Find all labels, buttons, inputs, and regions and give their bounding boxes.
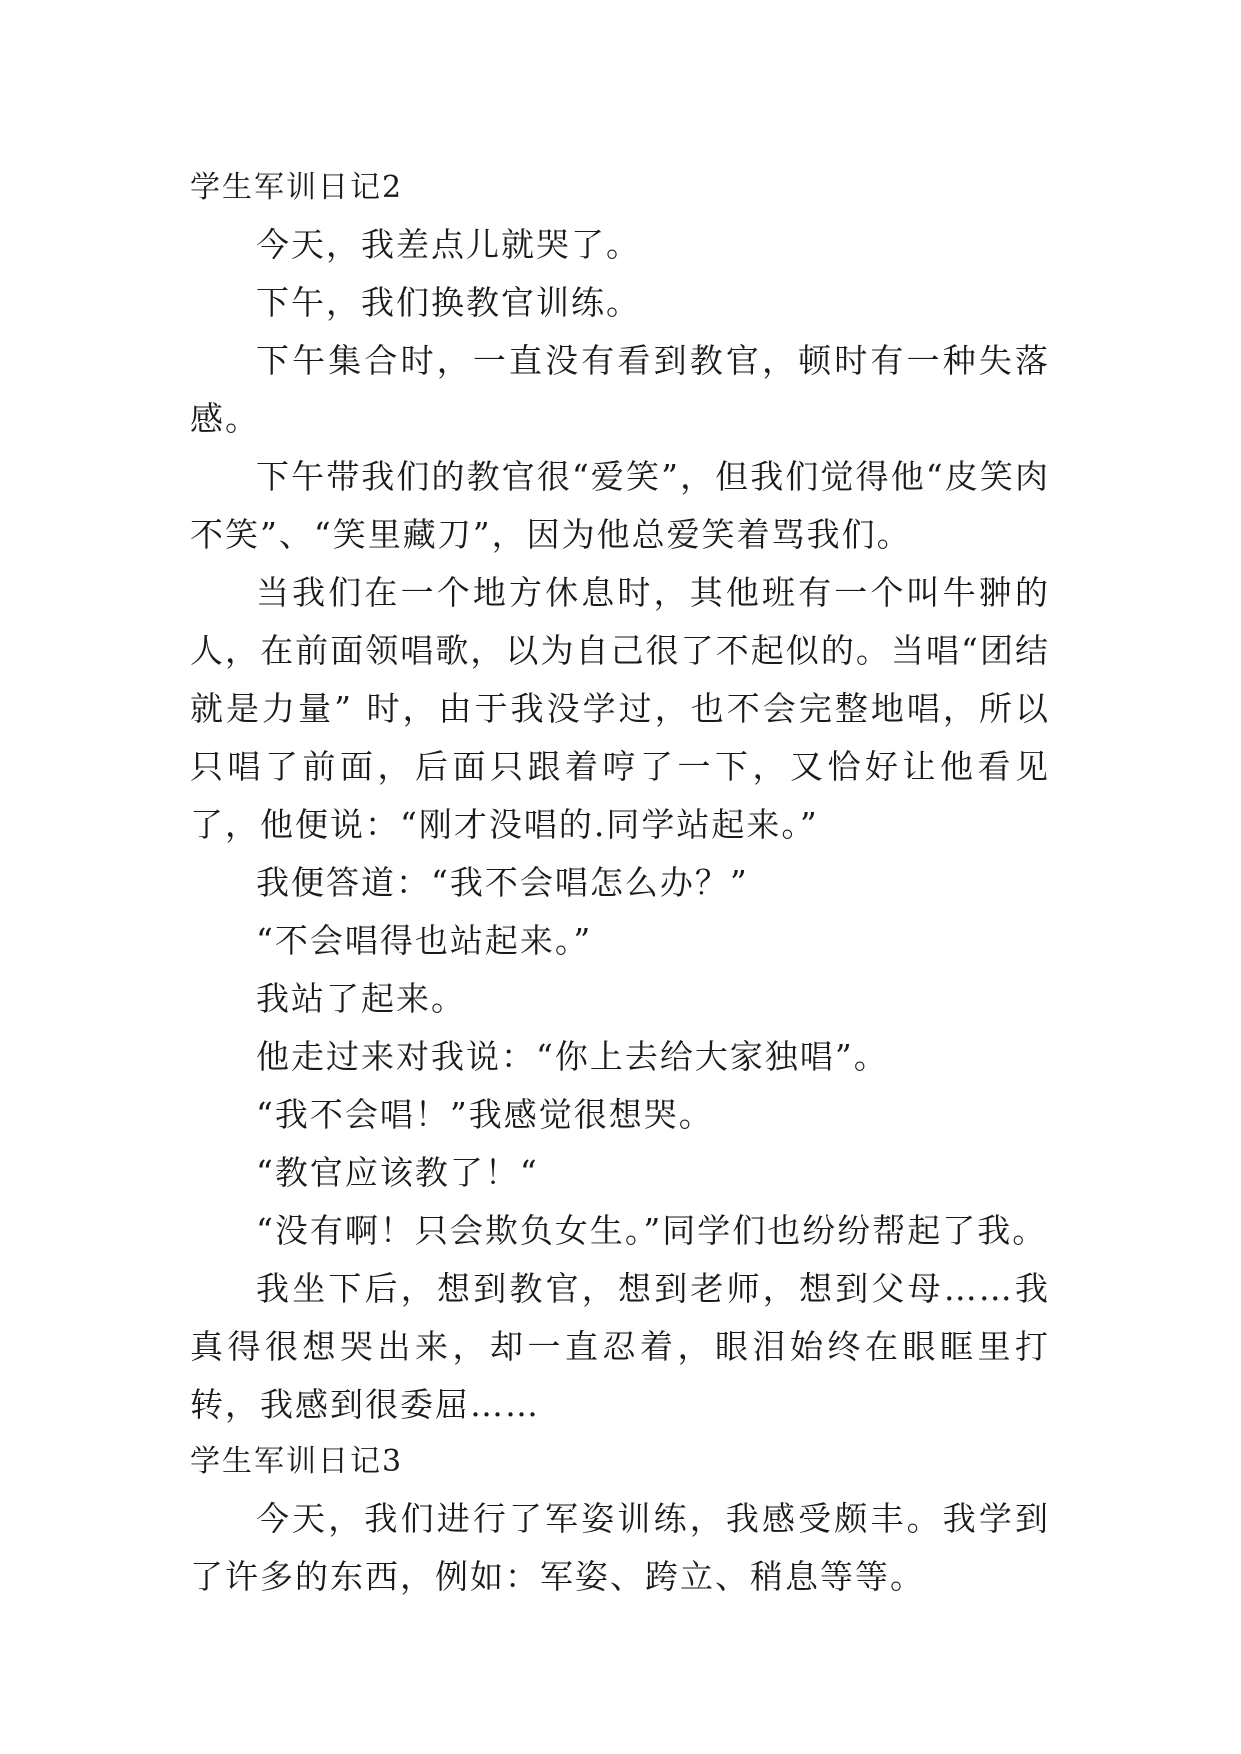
paragraph: 我站了起来。 [256, 979, 466, 1018]
section-title: 学生军训日记2 [190, 170, 404, 205]
paragraph: 今天，我们进行了军姿训练，我感受颇丰。我学到了许多的东西，例如：军姿、跨立、稍息等等。 [190, 1499, 1050, 1596]
paragraph: 他走过来对我说：“你上去给大家独唱”。 [256, 1037, 889, 1076]
paragraph: “不会唱得也站起来。” [256, 921, 593, 960]
paragraph: 下午集合时，一直没有看到教官，顿时有一种失落感。 [190, 341, 1050, 438]
paragraph: 今天，我差点儿就哭了。 [256, 225, 641, 264]
paragraph: 我坐下后，想到教官，想到老师，想到父母……我真得很想哭出来，却一直忍着，眼泪始终在眼眶里打转，我感到很委屈…… [190, 1269, 1050, 1424]
document-body [190, 160, 1050, 1606]
paragraph: “我不会唱！”我感觉很想哭。 [256, 1095, 714, 1134]
paragraph: 当我们在一个地方休息时，其他班有一个叫牛翀的人，在前面领唱歌，以为自己很了不起似的。当唱“团结就是力量” 时，由于我没学过，也不会完整地唱，所以只唱了前面，后面只跟着哼了一下，又恰好让他看见了，他便说：“刚才没唱的.同学站起来。” [190, 573, 1050, 844]
paragraph: “教官应该教了！“ [256, 1153, 539, 1192]
paragraph: 我便答道：“我不会唱怎么办？” [256, 863, 749, 902]
paragraph: “没有啊！只会欺负女生。”同学们也纷纷帮起了我。 [256, 1211, 1048, 1250]
section-title: 学生军训日记3 [190, 1444, 404, 1479]
paragraph: 下午，我们换教官训练。 [256, 283, 641, 322]
paragraph: 下午带我们的教官很“爱笑”，但我们觉得他“皮笑肉不笑”、“笑里藏刀”，因为他总爱笑着骂我们。 [190, 457, 1050, 554]
